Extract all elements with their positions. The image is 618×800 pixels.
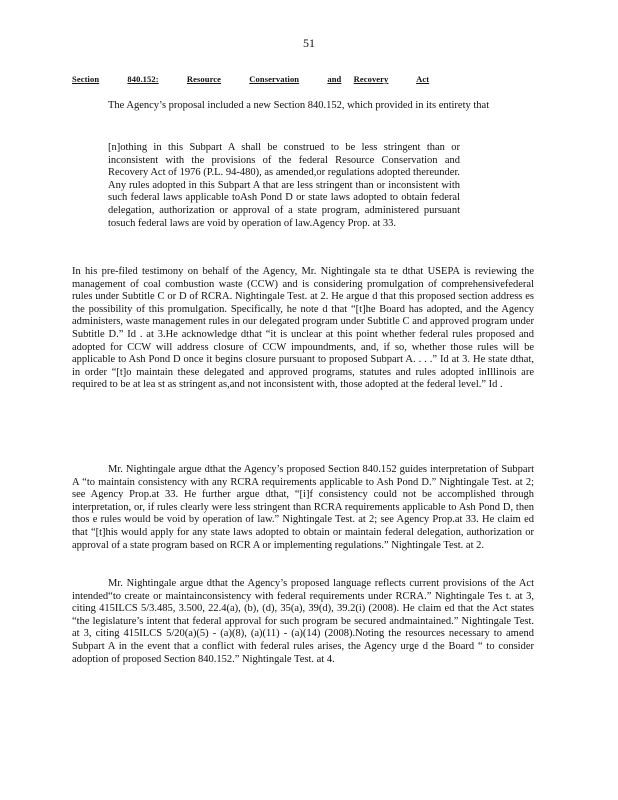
heading-word-conservation: Conservation [249,74,300,84]
block-quote-text: [n]othing in this Subpart A shall be construed to be less stringent than or inconsistent with the provisions of the federal Resource Conservation and Recovery Act of 1976 (P.L. 94-480), as amended,or regulations adopted thereunder. Any rules adopted in this Subpart A that are less stringent than or inconsistent with such federal laws applicable toAsh Pond D or state laws adopted to obtain federal delegation, authorization or approval of a state program, administered pursuant tosuch federal laws are void by operation of law.Agency Prop. at 33. [108,142,460,229]
heading-word-act: Act [416,74,430,84]
paragraph-testimony [72,266,534,392]
paragraph-section-guides [72,464,534,552]
heading-word-recovery: Recovery [353,74,389,84]
paragraph-intro [72,100,534,113]
heading-word-resource: Resource [186,74,222,84]
paragraph-current-provisions-text: Mr. Nightingale argue dthat the Agency’s proposed language reflects current provisions of the Act intended“to create or maintainconsistency with federal requirements under RCRA.” Nightingale Tes t. at 3, citing 415ILCS 5/3.485, 3.500, 22.4(a), (b), (d), 35(a), 39(d), 39.2(i) (2008). He claim ed that the Act states “the legislature’s intent that federal approval for such program be secured andmaintained.” Nightingale Test. at 3, citing 415ILCS 5/20(a)(5) - (a)(8), (a)(11) - (a)(14) (2008).Noting the resources necessary to amend Subpart A in the event that a conflict with federal rules arises, the Agency urge d the Board “ to consider adoption of proposed Section 840.152.” Nightingale Test. at 4. [72,578,534,665]
page-number: 51 [303,36,315,50]
paragraph-intro-text: The Agency’s proposal included a new Section 840.152, which provided in its entirety that [108,100,490,111]
block-quote [108,142,460,230]
section-heading [72,74,538,84]
paragraph-testimony-text: In his pre-filed testimony on behalf of the Agency, Mr. Nightingale sta te dthat USEPA is reviewing the management of coal combustion waste (CCW) and is considering promulgation of comprehensivefederal rules under Subtitle C or D of RCRA. Nightingale Test. at 2. He argue d that this proposed section address es the possibility of this promulgation. Specifically, he note d that “[t]he Board has adopted, and the Agency administers, waste management rules in our delegated program under Subtitle C and approved program under Subtitle D.” Id . at 3.He acknowledge dthat “it is unclear at this point whether federal rules proposed and adopted for CCW will address closure of CCW impoundments, and, if so, whether those rules will be applicable to Ash Pond D once it begins closure pursuant to proposed Subpart A. . . .” Id at 3. He state dthat, in order “[t]o maintain these delegated and approved programs, statutes and rules adopted inIllinois are required to be at lea st as stringent as,and not inconsistent with, those adopted at the federal level.” Id . [72,266,534,391]
paragraph-current-provisions [72,578,534,666]
heading-number: 840.152: [127,74,159,84]
heading-section: Section [72,74,100,84]
paragraph-section-guides-text: Mr. Nightingale argue dthat the Agency’s proposed Section 840.152 guides interpretation of Subpart A “to maintain consistency with any RCRA requirements applicable to Ash Pond D.” Nightingale Test. at 2; see Agency Prop.at 33. He further argue dthat, “[i]f consistency could not be accomplished through interpretation, or, if rules clearly were less stringent than RCRA requirements applicable to Ash Pond D, then thos e rules would be void by operation of law.” Nightingale Test. at 2; see Agency Prop.at 33. He claim ed that “[t]his would apply for any state laws adopted to obtain or maintain federal delegation, authorization or approval of a state program based on RCR A or implementing regulations.” Nightingale Test. at 2. [72,464,534,551]
heading-word-and: and [327,74,342,84]
